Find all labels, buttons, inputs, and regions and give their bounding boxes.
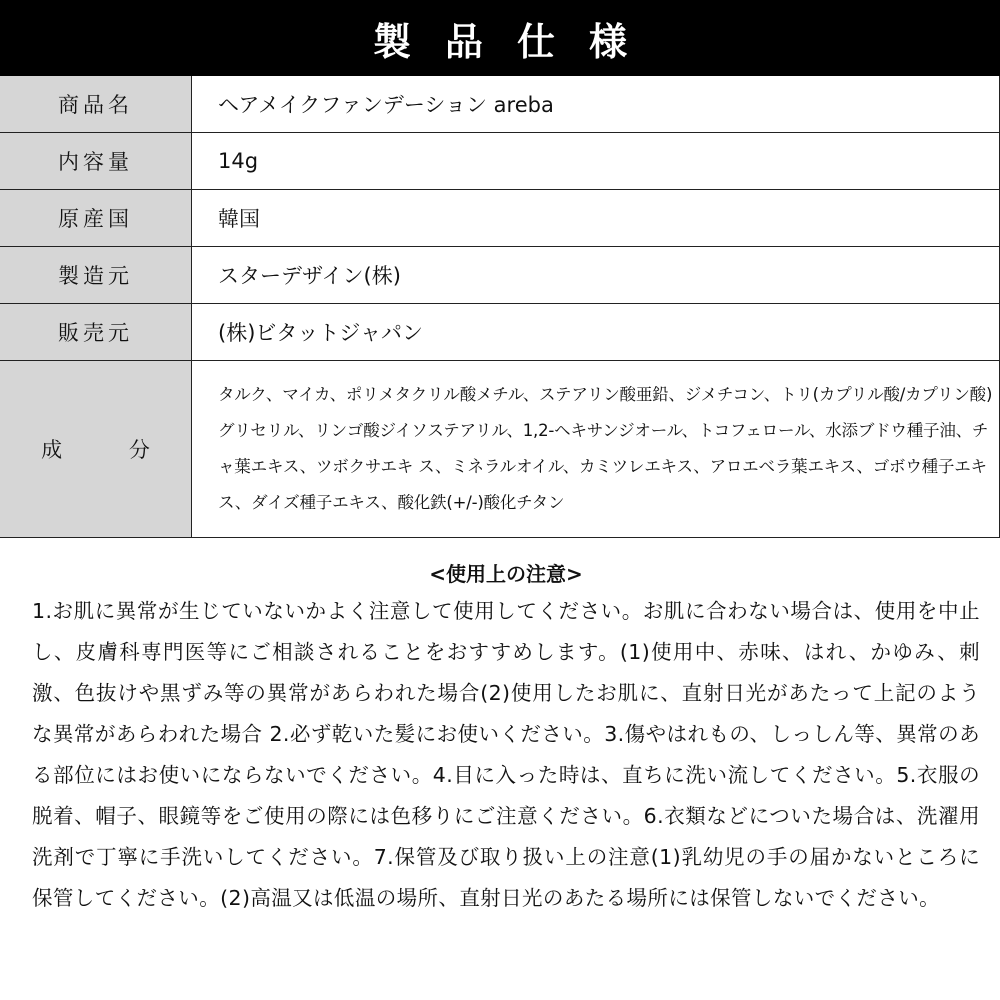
spec-value: 韓国 xyxy=(192,190,1000,247)
spec-label: 内容量 xyxy=(0,133,192,190)
spec-row-volume xyxy=(0,133,1000,190)
spec-row-distributor xyxy=(0,304,1000,361)
spec-value: スターデザイン(株) xyxy=(192,247,1000,304)
spec-label: 商品名 xyxy=(0,76,192,133)
spec-row-product-name xyxy=(0,76,1000,133)
cautions-body: 1.お肌に異常が生じていないかよく注意して使用してください。お肌に合わない場合は、使用を中止し、皮膚科専門医等にご相談されることをおすすめします。(1)使用中、赤味、はれ、かゆみ、刺激、色抜けや黒ずみ等の異常があらわれた場合(2)使用したお肌に、直射日光があたって上記のような異常があらわれた場合 2.必ず乾いた髪にお使いください。3.傷やはれもの、しっしん等、異常のある部位にはお使いにならないでください。4.目に入った時は、直ちに洗い流してください。5.衣服の脱着、帽子、眼鏡等をご使用の際には色移りにご注意ください。6.衣類などについた場合は、洗濯用洗剤で丁寧に手洗いしてください。7.保管及び取り扱い上の注意(1)乳幼児の手の届かないところに保管してください。(2)高温又は低温の場所、直射日光のあたる場所には保管しないでください。 xyxy=(32,599,980,910)
cautions-title: <使用上の注意> xyxy=(429,562,583,586)
ingredients-text: タルク、マイカ、ポリメタクリル酸メチル、ステアリン酸亜鉛、ジメチコン、トリ(カプリル酸/カプリン酸)グリセリル、リンゴ酸ジイソステアリル、1,2-ヘキサンジオール、トコフェロール、水添ブドウ種子油、チャ葉エキス、ツボクサエキ ス、ミネラルオイル、カミツレエキス、アロエベラ葉エキス、ゴボウ種子エキス、ダイズ種子エキス、酸化鉄(+/-)酸化チタン xyxy=(218,385,993,512)
cautions-section xyxy=(0,558,1000,919)
page-title: 製品仕様 xyxy=(372,19,661,64)
spec-header xyxy=(0,0,1000,76)
spec-label-text: 成 分 xyxy=(41,438,180,462)
spec-label: 原産国 xyxy=(0,190,192,247)
spec-value: (株)ビタットジャパン xyxy=(192,304,1000,361)
spec-value xyxy=(192,361,1000,538)
spec-label: 販売元 xyxy=(0,304,192,361)
spec-row-manufacturer xyxy=(0,247,1000,304)
spec-label: 製造元 xyxy=(0,247,192,304)
spec-row-ingredients xyxy=(0,361,1000,538)
spec-table xyxy=(0,76,1000,538)
spec-value: ヘアメイクファンデーション areba xyxy=(192,76,1000,133)
spec-label xyxy=(0,361,192,538)
spec-value: 14g xyxy=(192,133,1000,190)
spec-row-origin xyxy=(0,190,1000,247)
